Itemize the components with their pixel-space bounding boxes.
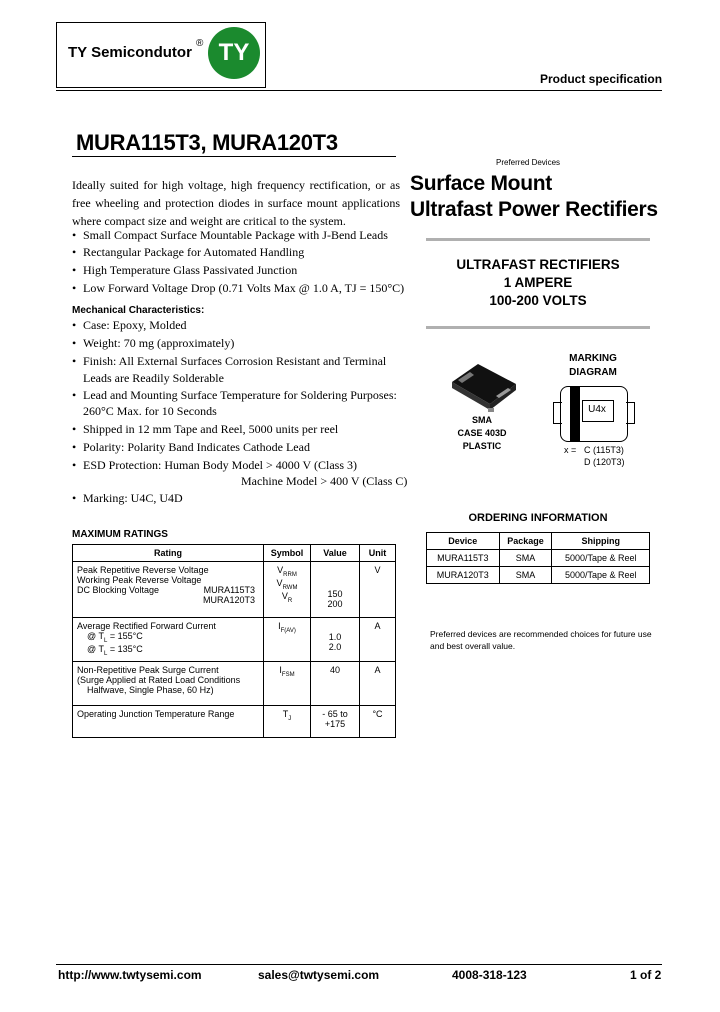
- page-number: 1 of 2: [630, 968, 662, 982]
- summary-line-2: 1 AMPERE: [503, 275, 573, 290]
- table-cell: [311, 562, 360, 618]
- value-text: 150: [327, 589, 343, 599]
- marking-heading-line-2: DIAGRAM: [569, 367, 617, 378]
- title-rule: [72, 156, 396, 157]
- title-line-1: Surface Mount: [410, 172, 552, 195]
- cathode-band-icon: [570, 386, 580, 442]
- table-cell: 5000/Tape & Reel: [552, 550, 650, 567]
- rating-text: (Surge Applied at Rated Load Conditions: [77, 675, 241, 685]
- table-cell: [311, 618, 360, 662]
- ordering-table: [426, 532, 650, 584]
- rating-text: Average Rectified Forward Current: [77, 621, 216, 631]
- table-row: [73, 618, 396, 662]
- table-cell: °C: [360, 706, 396, 738]
- rating-text: Halfwave, Single Phase, 60 Hz): [87, 685, 214, 695]
- footer-phone: 4008-318-123: [452, 968, 527, 982]
- rating-text: DC Blocking Voltage MURA115T3: [77, 585, 255, 595]
- ordering-heading: ORDERING INFORMATION: [468, 512, 608, 524]
- table-cell: $I_{F(AV)}$: [264, 618, 311, 662]
- marking-code: U4x: [588, 404, 606, 415]
- table-cell: [73, 562, 264, 618]
- gray-divider: [426, 326, 650, 329]
- lead-left: [553, 402, 562, 424]
- column-header: Rating: [73, 545, 264, 562]
- value-text: 2.0: [328, 642, 342, 652]
- column-header: Device: [427, 533, 500, 550]
- table-cell: 40: [311, 662, 360, 706]
- lead-right: [626, 402, 635, 424]
- footer-rule: [56, 964, 662, 965]
- table-cell: $V_{RRM}$ $V_{RWM}$ $V_R$: [264, 562, 311, 618]
- table-cell: [73, 618, 264, 662]
- marking-key-x: x =: [564, 445, 577, 455]
- gray-divider: [426, 238, 650, 241]
- table-cell: Operating Junction Temperature Range: [73, 706, 264, 738]
- header-rule: [56, 90, 662, 91]
- table-cell: [311, 706, 360, 738]
- package-material: PLASTIC: [462, 441, 502, 451]
- registered-mark: ®: [196, 38, 204, 49]
- preferred-note: Preferred devices are recommended choices for future use and best overall value.: [430, 629, 652, 651]
- rating-text: Working Peak Reverse Voltage: [77, 575, 202, 585]
- value-text: - 65 to: [322, 709, 348, 719]
- package-case: CASE 403D: [457, 428, 507, 438]
- package-name: SMA: [472, 415, 492, 425]
- table-row: [427, 550, 650, 567]
- table-row: [73, 706, 396, 738]
- rating-text: @ $T_L = 155^\circ C$: [87, 631, 143, 644]
- max-ratings-heading: MAXIMUM RATINGS: [72, 529, 168, 540]
- table-cell: V: [360, 562, 396, 618]
- package-label: [446, 414, 518, 453]
- table-cell: 5000/Tape & Reel: [552, 567, 650, 584]
- marking-diagram-heading: [560, 352, 626, 380]
- summary-line-1: ULTRAFAST RECTIFIERS: [456, 257, 620, 272]
- summary-line-3: 100-200 VOLTS: [489, 293, 587, 308]
- footer-email[interactable]: sales@twtysemi.com: [258, 968, 380, 982]
- column-header: Shipping: [552, 533, 650, 550]
- table-cell: $T_J$: [264, 706, 311, 738]
- rating-text: Non-Repetitive Peak Surge Current: [77, 665, 219, 675]
- table-cell: A: [360, 662, 396, 706]
- table-cell: SMA: [499, 567, 552, 584]
- table-cell: MURA120T3: [427, 567, 500, 584]
- product-spec-label: Product specification: [540, 72, 663, 86]
- table-header-row: [73, 545, 396, 562]
- column-header: Unit: [360, 545, 396, 562]
- rating-text: MURA120T3: [202, 595, 255, 605]
- table-row: [73, 562, 396, 618]
- column-header: Package: [499, 533, 552, 550]
- ty-logo-icon: TY: [208, 27, 260, 79]
- column-header: Symbol: [264, 545, 311, 562]
- mechanical-heading: Mechanical Characteristics:: [72, 305, 205, 316]
- table-row: [427, 567, 650, 584]
- company-name: TY Semicondutor: [68, 44, 192, 61]
- marking-key-c: C (115T3): [584, 445, 624, 455]
- footer-url[interactable]: http://www.twtysemi.com: [58, 968, 202, 982]
- table-cell: [73, 662, 264, 706]
- table-row: [73, 662, 396, 706]
- table-header-row: [427, 533, 650, 550]
- marking-heading-line-1: MARKING: [569, 353, 617, 364]
- part-numbers-title: MURA115T3, MURA120T3: [76, 130, 338, 155]
- value-text: +175: [324, 719, 346, 729]
- table-cell: $I_{FSM}$: [264, 662, 311, 706]
- table-cell: A: [360, 618, 396, 662]
- max-ratings-table: [72, 544, 396, 738]
- preferred-devices-label: Preferred Devices: [496, 158, 561, 167]
- rating-text: Peak Repetitive Reverse Voltage: [77, 565, 209, 575]
- rating-text: @ $T_L = 135^\circ C$: [87, 643, 143, 657]
- column-header: Value: [311, 545, 360, 562]
- table-cell: MURA115T3: [427, 550, 500, 567]
- value-text: 1.0: [328, 632, 342, 642]
- table-cell: SMA: [499, 550, 552, 567]
- marking-key-d: D (120T3): [584, 457, 625, 467]
- title-line-2: Ultrafast Power Rectifiers: [410, 198, 658, 221]
- sma-package-icon: [444, 358, 524, 414]
- value-text: 200: [327, 599, 343, 609]
- intro-paragraph: Ideally suited for high voltage, high frequency rectification, or as free wheeling and protection diodes in surface mount applications where compact size and weight are critical to the system.: [72, 178, 400, 228]
